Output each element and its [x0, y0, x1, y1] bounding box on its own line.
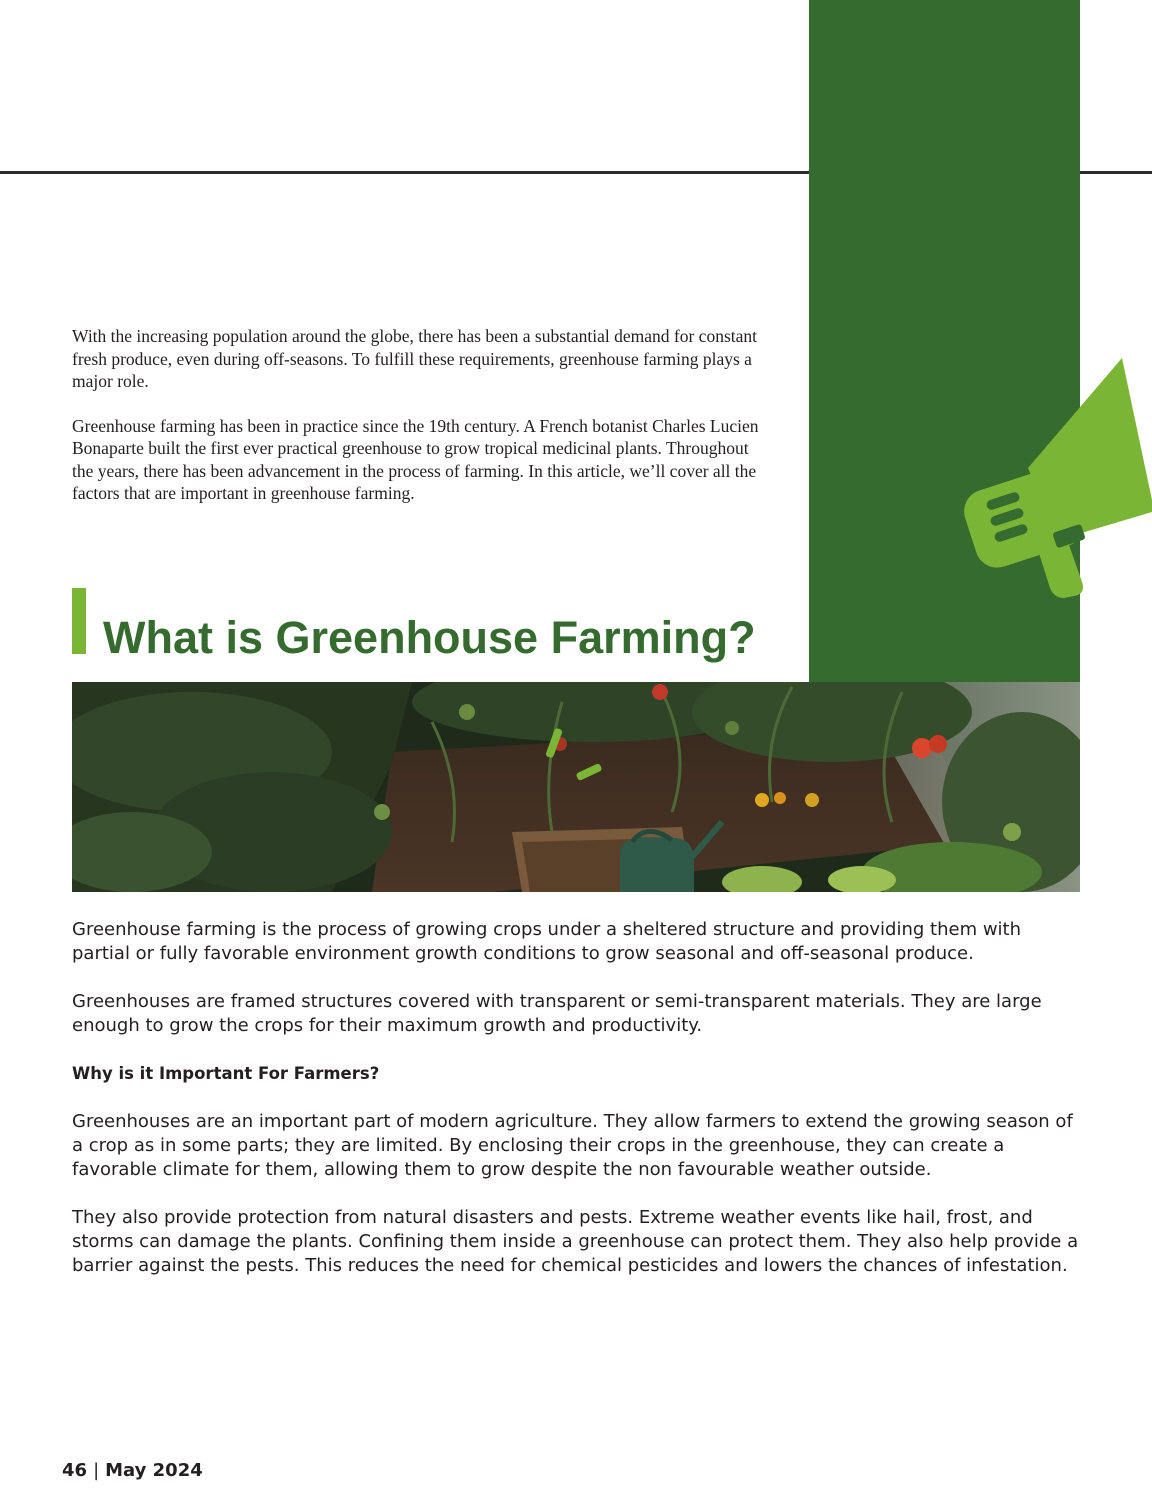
subheading: Why is it Important For Farmers? [72, 1064, 380, 1083]
footer-separator: | [93, 1460, 100, 1481]
heading-accent-bar [72, 588, 86, 654]
intro-paragraph-1: With the increasing population around the globe, there has been a substantial demand for constant fresh produce, even during off-seasons. To fulfill these requirements, greenhouse farming plays a major role. [72, 326, 757, 391]
page-footer [62, 1458, 203, 1484]
intro-text [72, 325, 762, 527]
top-divider-left [0, 171, 810, 174]
intro-paragraph-2: Greenhouse farming has been in practice since the 19th century. A French botanist Charles Lucien Bonaparte built the first ever practical greenhouse to grow tropical medicinal plants. Throughout the years, there has been advancement in the process of farming. In this article, we’ll cover all the factors that are important in greenhouse farming. [72, 415, 759, 503]
body-paragraph-4: They also provide protection from natural disasters and pests. Extreme weather events like hail, frost, and storms can damage the plants. Confining them inside a greenhouse can protect them. They also help provide a barrier against the pests. This reduces the need for chemical pesticides and lowers the chances of infestation. [72, 1207, 1079, 1276]
body-paragraph-1: Greenhouse farming is the process of growing crops under a sheltered structure and providing them with partial or fully favorable environment growth conditions to grow seasonal and off-seasonal produce. [72, 919, 1022, 964]
top-divider-right [1080, 171, 1152, 174]
megaphone-icon [950, 350, 1152, 600]
issue-date: May 2024 [105, 1460, 203, 1481]
greenhouse-photo [72, 682, 1080, 892]
page-number: 46 [62, 1460, 88, 1481]
section-heading: What is Greenhouse Farming? [103, 612, 756, 663]
body-paragraph-2: Greenhouses are framed structures covered with transparent or semi-transparent materials. They are large enough to grow the crops for their maximum growth and productivity. [72, 991, 1042, 1036]
body-paragraph-3: Greenhouses are an important part of modern agriculture. They allow farmers to extend the growing season of a crop as in some parts; they are limited. By enclosing their crops in the greenhouse, they can create a favorable climate for them, allowing them to grow despite the non favourable weather outside. [72, 1111, 1073, 1180]
article-body [72, 918, 1082, 1302]
